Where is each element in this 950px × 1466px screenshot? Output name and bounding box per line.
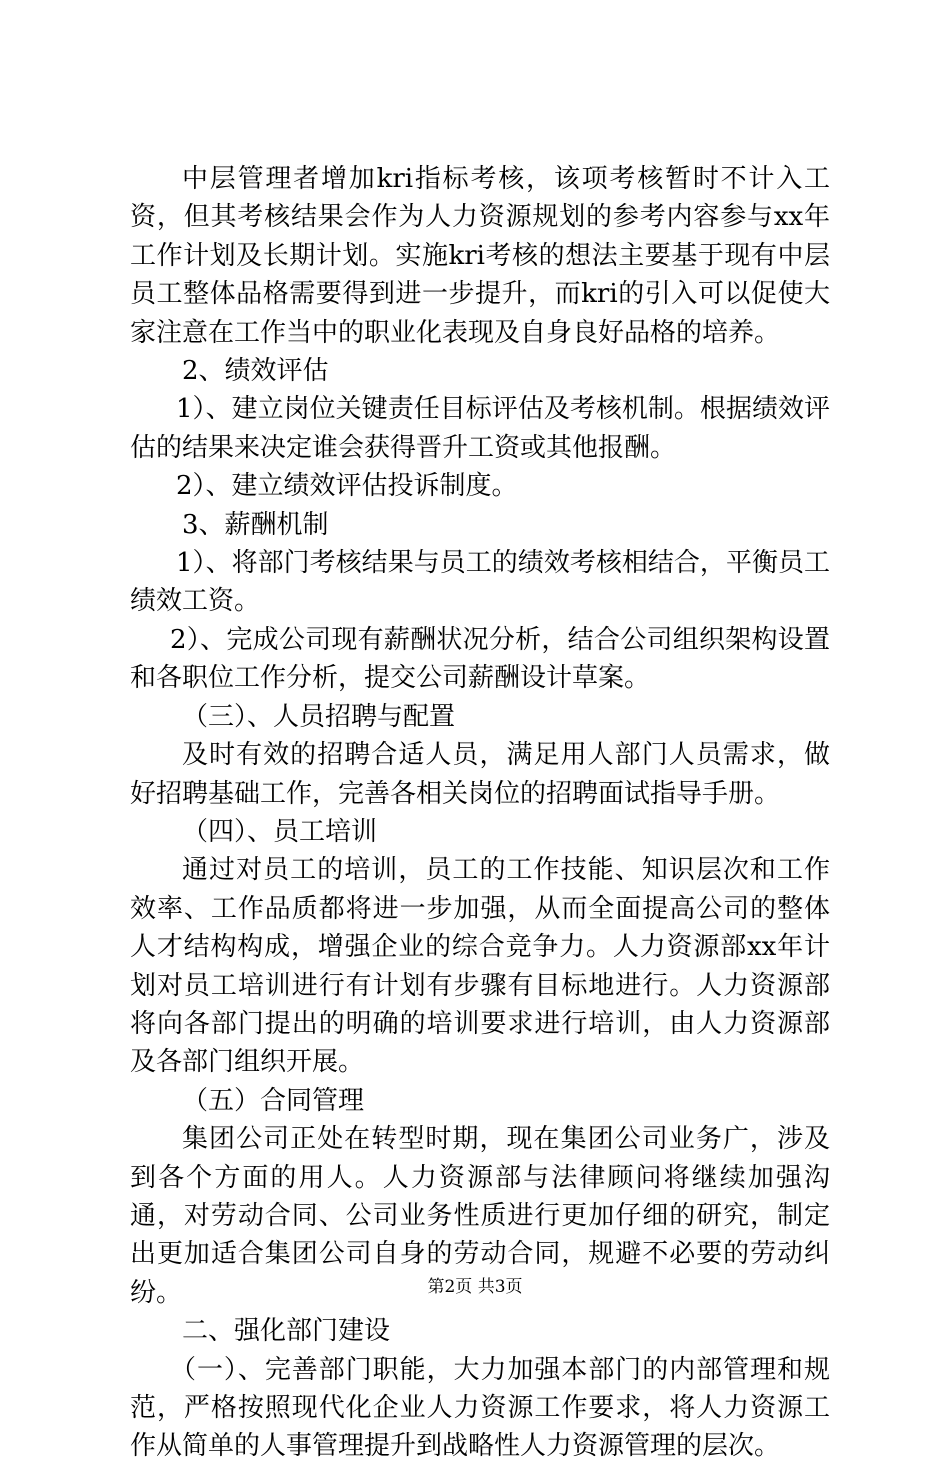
paragraph-recruitment: 及时有效的招聘合适人员，满足用人部门人员需求，做好招聘基础工作，完善各相关岗位的招聘面试指导手册。 bbox=[130, 740, 830, 809]
paragraph-evaluation-complaint: 2）、建立绩效评估投诉制度。 bbox=[176, 471, 518, 502]
heading-contract-management: （五）合同管理 bbox=[182, 1085, 365, 1116]
heading-compensation-mechanism: 3、薪酬机制 bbox=[182, 509, 329, 540]
heading-training: （四）、员工培训 bbox=[182, 816, 378, 847]
paragraph-evaluation-mechanism: 1）、建立岗位关键责任目标评估及考核机制。根据绩效评估的结果来决定谁会获得晋升工资或其他报酬。 bbox=[130, 394, 830, 463]
paragraph-compensation-link: 1）、将部门考核结果与员工的绩效考核相结合，平衡员工绩效工资。 bbox=[130, 548, 830, 617]
paragraph-compensation-analysis: 2）、完成公司现有薪酬状况分析，结合公司组织架构设置和各职位工作分析，提交公司薪酬设计草案。 bbox=[130, 624, 830, 694]
heading-performance-evaluation: 2、绩效评估 bbox=[182, 356, 329, 387]
document-body bbox=[130, 160, 830, 1466]
paragraph-contract-management: 集团公司正处在转型时期，现在集团公司业务广，涉及到各个方面的用人。人力资源部与法律顾问将继续加强沟通，对劳动合同、公司业务性质进行更加仔细的研究，制定出更加适合集团公司自身的劳动合同，规避不必要的劳动纠纷。 bbox=[130, 1124, 830, 1308]
paragraph-training: 通过对员工的培训，员工的工作技能、知识层次和工作效率、工作品质都将进一步加强，从而全面提高公司的整体人才结构构成，增强企业的综合竞争力。人力资源部xx年计划对员工培训进行有计划有步骤有目标地进行。人力资源部将向各部门提出的明确的培训要求进行培训，由人力资源部及各部门组织开展。 bbox=[130, 855, 830, 1078]
heading-recruitment: （三）、人员招聘与配置 bbox=[182, 701, 456, 732]
paragraph-department-functions: （一）、完善部门职能，大力加强本部门的内部管理和规范，严格按照现代化企业人力资源工作要求，将人力资源工作从简单的人事管理提升到战略性人力资源管理的层次。 bbox=[130, 1354, 830, 1462]
paragraph-kri-assessment: 中层管理者增加kri指标考核，该项考核暂时不计入工资，但其考核结果会作为人力资源规划的参考内容参与xx年工作计划及长期计划。实施kri考核的想法主要基于现有中层员工整体品格需要得到进一步提升，而kri的引入可以促使大家注意在工作当中的职业化表现及自身良好品格的培养。 bbox=[130, 164, 830, 348]
page-number-footer: 第2页 共3页 bbox=[427, 1277, 523, 1297]
heading-department-building: 二、强化部门建设 bbox=[182, 1316, 391, 1347]
